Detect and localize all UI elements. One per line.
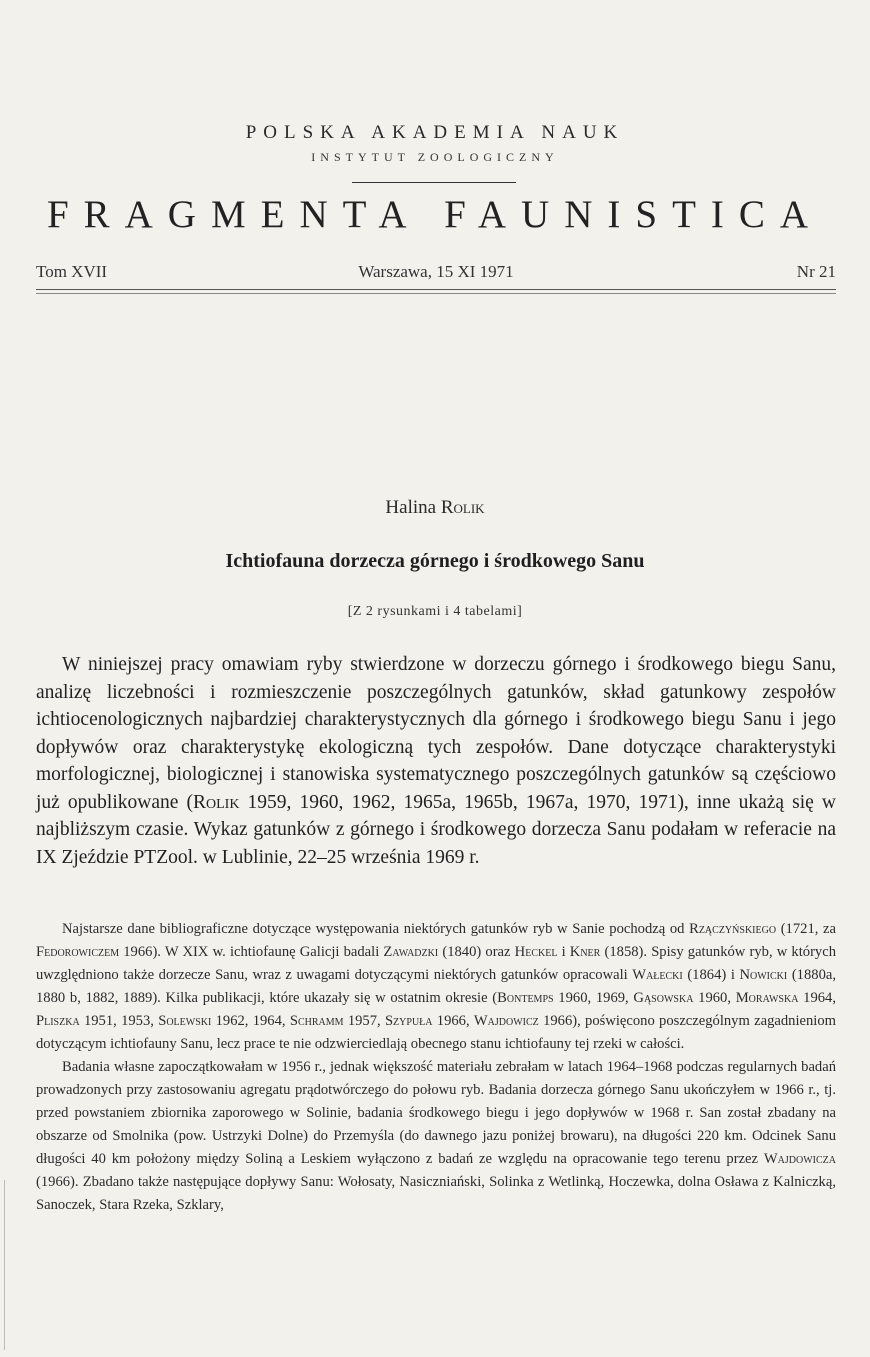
article-author — [0, 497, 870, 519]
abstract-paragraph — [36, 651, 836, 871]
figures-note: [Z 2 rysunkami i 4 tabelami] — [347, 604, 523, 619]
text-run: 1966), poświęcono poszczególnym zagadnieniom dotyczącym ichtiofauny Sanu, lecz prace te nie odzwierciedlają obecnego stanu ichtiofauny tej rzeki w całości. — [36, 1013, 836, 1052]
abstract-citation: Rolik — [193, 791, 240, 813]
text-run: 1964, — [798, 990, 836, 1006]
cited-author: Gąsowska — [633, 990, 694, 1006]
body-paragraph-1 — [36, 918, 836, 1056]
text-run: i — [557, 944, 570, 960]
text-run: 1966). W XIX w. ichtiofaunę Galicji badali — [119, 944, 384, 960]
cited-author: Zawadzki — [383, 944, 439, 960]
cited-author: Pliszka — [36, 1013, 80, 1029]
author-last-name: Rolik — [440, 497, 485, 518]
text-run: 1962, 1964, — [211, 1013, 290, 1029]
text-run: 1951, 1953, — [79, 1013, 159, 1029]
text-run: 1960, 1969, — [553, 990, 634, 1006]
cited-author: Schramm — [289, 1013, 344, 1029]
header-divider — [352, 182, 516, 183]
cited-author: Solewski — [158, 1013, 212, 1029]
cited-author: Morawska — [735, 990, 799, 1006]
text-run: Badania własne zapoczątkowałam w 1956 r., jednak większość materiału zebrałam w latach 1964–1968 podczas regularnych badań prowadzonych przy zastosowaniu agregatu prądotwórczego do połowu ryb. Badania dorzecza górnego Sanu ukończyłem w 1966 r., tj. przed powstaniem zbiornika zaporowego w Solinie, badania środkowego biegu i jego dopływów w 1968 r. San został zbadany na obszarze od Smolnika (pow. Ustrzyki Dolne) do Przemyśla (do dawnego jazu poniżej browaru), na długości 220 km. Odcinek Sanu długości 40 km położony między Soliną a Leskiem wyłączono z badań ze względu na opracowanie tego terenu przez — [36, 1059, 836, 1167]
place-date: Warszawa, 15 XI 1971 — [358, 262, 514, 281]
text-run: (1858). Spisy gatunków ryb, w których uwzględniono także dorzecze Sanu, wraz z uwagami dotyczącymi niektórych gatunków opracowali — [36, 944, 837, 983]
text-run: (1864) i — [682, 967, 740, 983]
cited-author: Kner — [569, 944, 601, 960]
abstract-text-2: 1959, 1960, 1962, 1965a, 1965b, 1967a, 1970, 1971), inne ukażą się w najbliższym czasie. Wykaz gatunków z górnego i środkowego dorzecza Sanu podałam w referacie na IX Zjeździe PTZool. w Lublinie, 22–25 września 1969 r. — [36, 791, 836, 868]
academy-name: POLSKA AKADEMIA NAUK — [245, 122, 625, 143]
text-run: (1721, za — [776, 921, 836, 937]
text-run: 1960, — [693, 990, 736, 1006]
cited-author: Wajdowicz — [473, 1013, 539, 1029]
text-run: (1966). Zbadano także następujące dopływy Sanu: Wołosaty, Nasiczniański, Solinka z Wetlinką, Hoczewka, dolna Osława z Kalniczką, Sanoczek, Stara Rzeka, Szklary, — [36, 1174, 836, 1213]
cited-author: Bontemps — [497, 990, 554, 1006]
body-paragraph-2 — [36, 1056, 836, 1217]
text-run: 1957, — [343, 1013, 385, 1029]
body-text — [36, 918, 836, 1217]
cited-author: Szypuła — [384, 1013, 433, 1029]
double-rule-top — [36, 289, 836, 290]
text-run: 1966, — [432, 1013, 474, 1029]
cited-author: Wałecki — [632, 967, 683, 983]
volume-label: Tom XVII — [36, 262, 108, 281]
text-run: (1880a, 1880 b, 1882, 1889). Kilka publikacji, które ukazały się w ostatnim okresie ( — [36, 967, 836, 1006]
double-rule-bottom — [36, 293, 836, 294]
author-first-name: Halina — [385, 497, 437, 518]
article-title: Ichtiofauna dorzecza górnego i środkowego Sanu — [225, 550, 645, 572]
institute-name: INSTYTUT ZOOLOGICZNY — [311, 150, 559, 164]
cited-author: Wajdowicza — [763, 1151, 836, 1167]
cited-author: Rzączyńskiego — [689, 921, 777, 937]
cited-author: Heckel — [514, 944, 558, 960]
abstract-text-1: W niniejszej pracy omawiam ryby stwierdzone w dorzeczu górnego i środkowego biegu Sanu, analizę liczebności i rozmieszczenie poszczególnych gatunków, skład gatunkowy zespołów ichtiocenologicznych najbardziej charakterystycznych dla górnego i środkowego biegu Sanu i jego dopływów oraz charakterystykę ekologiczną tych zespołów. Dane dotyczące charakterystyki morfologicznej, biologicznej i stanowiska systematycznego poszczególnych gatunków są częściowo już opublikowane ( — [36, 654, 836, 813]
issue-line — [36, 262, 836, 286]
cited-author: Nowicki — [739, 967, 788, 983]
text-run: Najstarsze dane bibliograficzne dotyczące występowania niektórych gatunków ryb w Sanie pochodzą od — [62, 921, 690, 937]
text-run: (1840) oraz — [438, 944, 515, 960]
journal-title: FRAGMENTA FAUNISTICA — [46, 193, 824, 236]
cited-author: Fedorowiczem — [36, 944, 120, 960]
scan-margin-line — [4, 1180, 5, 1350]
issue-number: Nr 21 — [796, 262, 836, 281]
